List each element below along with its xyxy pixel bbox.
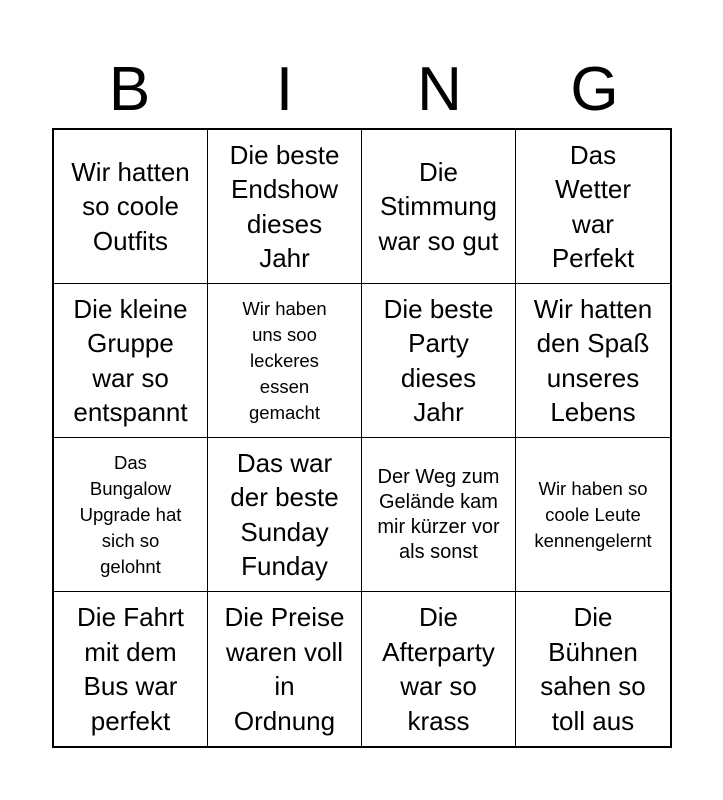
- cell-text: Die kleine Gruppe war so entspannt: [73, 293, 188, 427]
- cell-text: Die Bühnen sahen so toll aus: [540, 602, 646, 736]
- header-letter-b: B: [108, 55, 151, 124]
- cell-text: Die Afterparty war so krass: [382, 602, 495, 736]
- cell-text: Die beste Party dieses Jahr: [383, 293, 494, 427]
- bingo-cell[interactable]: [516, 130, 670, 284]
- bingo-cell[interactable]: [54, 592, 208, 746]
- cell-text: Das Wetter war Perfekt: [551, 139, 635, 273]
- cell-text: Wir hatten den Spaß unseres Lebens: [533, 293, 653, 427]
- cell-text: Das war der beste Sunday Funday: [230, 447, 339, 581]
- bingo-cell[interactable]: [54, 130, 208, 284]
- bingo-cell[interactable]: [362, 592, 516, 746]
- bingo-cell[interactable]: [516, 592, 670, 746]
- bingo-cell[interactable]: [208, 438, 362, 592]
- bingo-cell[interactable]: [516, 438, 670, 592]
- header-letter-i: I: [275, 55, 294, 124]
- bingo-header: [52, 52, 672, 128]
- cell-text: Wir haben so coole Leute kennengelernt: [534, 477, 652, 551]
- cell-text: Die Stimmung war so gut: [378, 156, 499, 256]
- bingo-cell[interactable]: [516, 284, 670, 438]
- cell-text: Wir haben uns soo leckeres essen gemacht: [242, 297, 327, 423]
- bingo-cell[interactable]: [208, 130, 362, 284]
- bingo-cell[interactable]: [208, 284, 362, 438]
- cell-text: Die Preise waren voll in Ordnung: [224, 602, 345, 736]
- header-letter-g: G: [570, 55, 619, 124]
- cell-text: Das Bungalow Upgrade hat sich so gelohnt: [79, 451, 182, 577]
- bingo-cell[interactable]: [54, 284, 208, 438]
- cell-text: Die beste Endshow dieses Jahr: [229, 139, 340, 273]
- bingo-cell[interactable]: [362, 438, 516, 592]
- bingo-cell[interactable]: [362, 130, 516, 284]
- bingo-cell[interactable]: [54, 438, 208, 592]
- cell-text: Der Weg zum Gelände kam mir kürzer vor als sonst: [377, 465, 500, 563]
- cell-text: Die Fahrt mit dem Bus war perfekt: [77, 602, 184, 736]
- bingo-cell[interactable]: [362, 284, 516, 438]
- header-letter-n: N: [417, 55, 462, 124]
- bingo-board: [52, 128, 672, 748]
- cell-text: Wir hatten so coole Outfits: [71, 156, 190, 256]
- bingo-cell[interactable]: [208, 592, 362, 746]
